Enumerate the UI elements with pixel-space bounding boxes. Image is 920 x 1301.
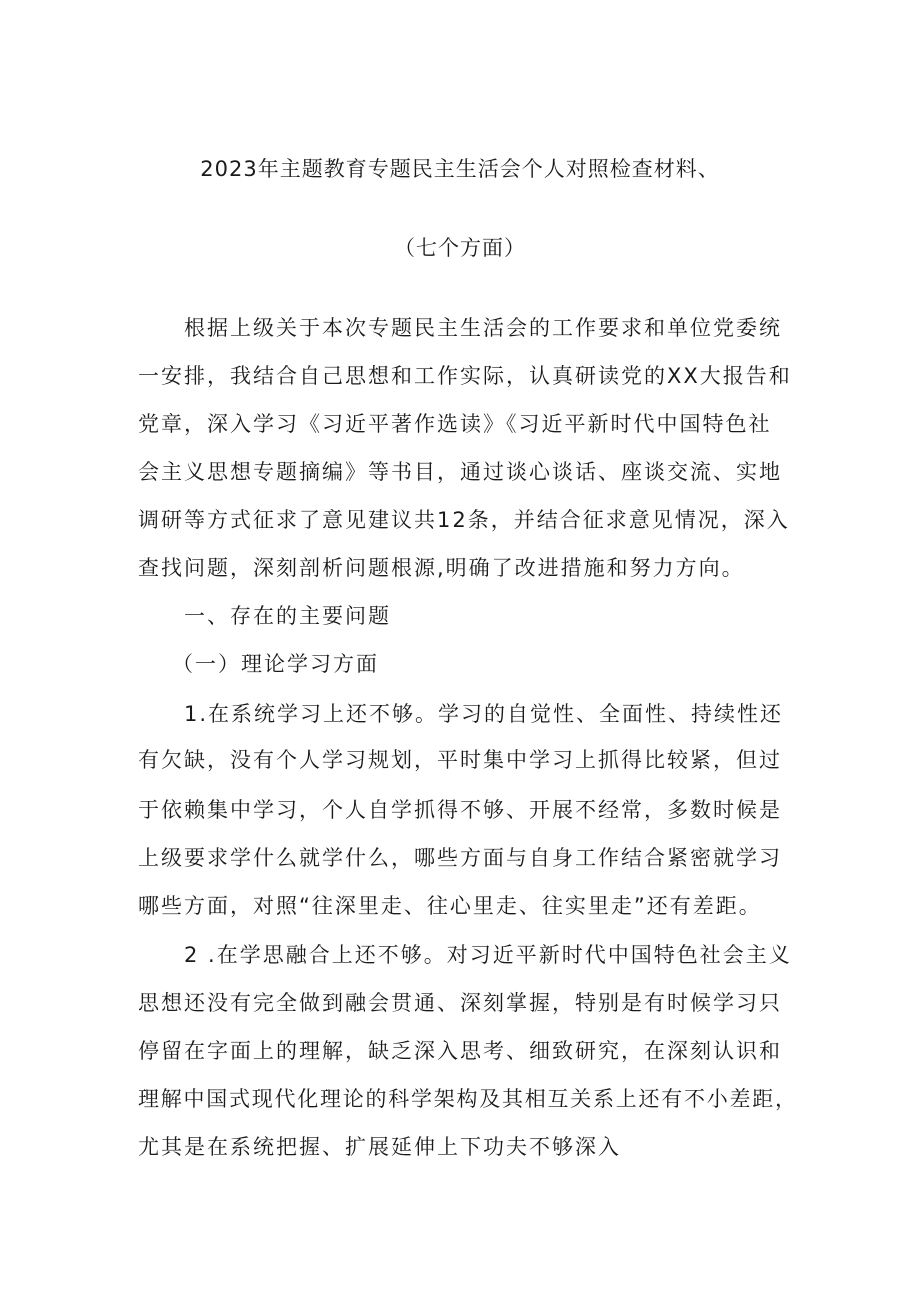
item1-line: 哪些方面，对照“往深里走、往心里走、往实里走”还有差距。 [138, 894, 762, 918]
subsection-heading: （一）理论学习方面 [172, 652, 379, 676]
document-title: 2023年主题教育专题民主生活会个人对照检查材料、 [200, 157, 720, 181]
intro-line: 查找问题，深刻剖析问题根源,明确了改进措施和努力方向。 [138, 556, 745, 580]
intro-line: 党章，深入学习《习近平著作选读》《习近平新时代中国特色社 [138, 412, 772, 436]
section-heading: 一、存在的主要问题 [184, 604, 391, 628]
intro-line: 会主义思想专题摘编》等书目，通过谈心谈话、座谈交流、实地 [138, 460, 782, 484]
item2-line: 尤其是在系统把握、扩展延伸上下功夫不够深入 [138, 1135, 621, 1159]
item2-line: 2 .在学思融合上还不够。对习近平新时代中国特色社会主义 [184, 943, 792, 967]
item1-line: 于依赖集中学习，个人自学抓得不够、开展不经常，多数时候是 [138, 798, 782, 822]
intro-line: 调研等方式征求了意见建议共12条，并结合征求意见情况，深入 [138, 508, 790, 532]
item1-line: 有欠缺，没有个人学习规划，平时集中学习上抓得比较紧，但过 [138, 748, 782, 772]
item1-line: 上级要求学什么就学什么，哪些方面与自身工作结合紧密就学习 [138, 846, 782, 870]
item2-line: 理解中国式现代化理论的科学架构及其相互关系上还有不小差距， [138, 1087, 798, 1111]
item2-line: 停留在字面上的理解，缺乏深入思考、细致研究，在深刻认识和 [138, 1039, 782, 1063]
item1-line: 1.在系统学习上还不够。学习的自觉性、全面性、持续性还 [184, 702, 784, 726]
document-subtitle: （七个方面） [394, 236, 526, 260]
item2-line: 思想还没有完全做到融会贯通、深刻掌握，特别是有时候学习只 [138, 991, 782, 1015]
intro-line: 根据上级关于本次专题民主生活会的工作要求和单位党委统 [184, 316, 782, 340]
intro-line: 一安排，我结合自己思想和工作实际，认真研读党的XX大报告和 [138, 364, 792, 388]
